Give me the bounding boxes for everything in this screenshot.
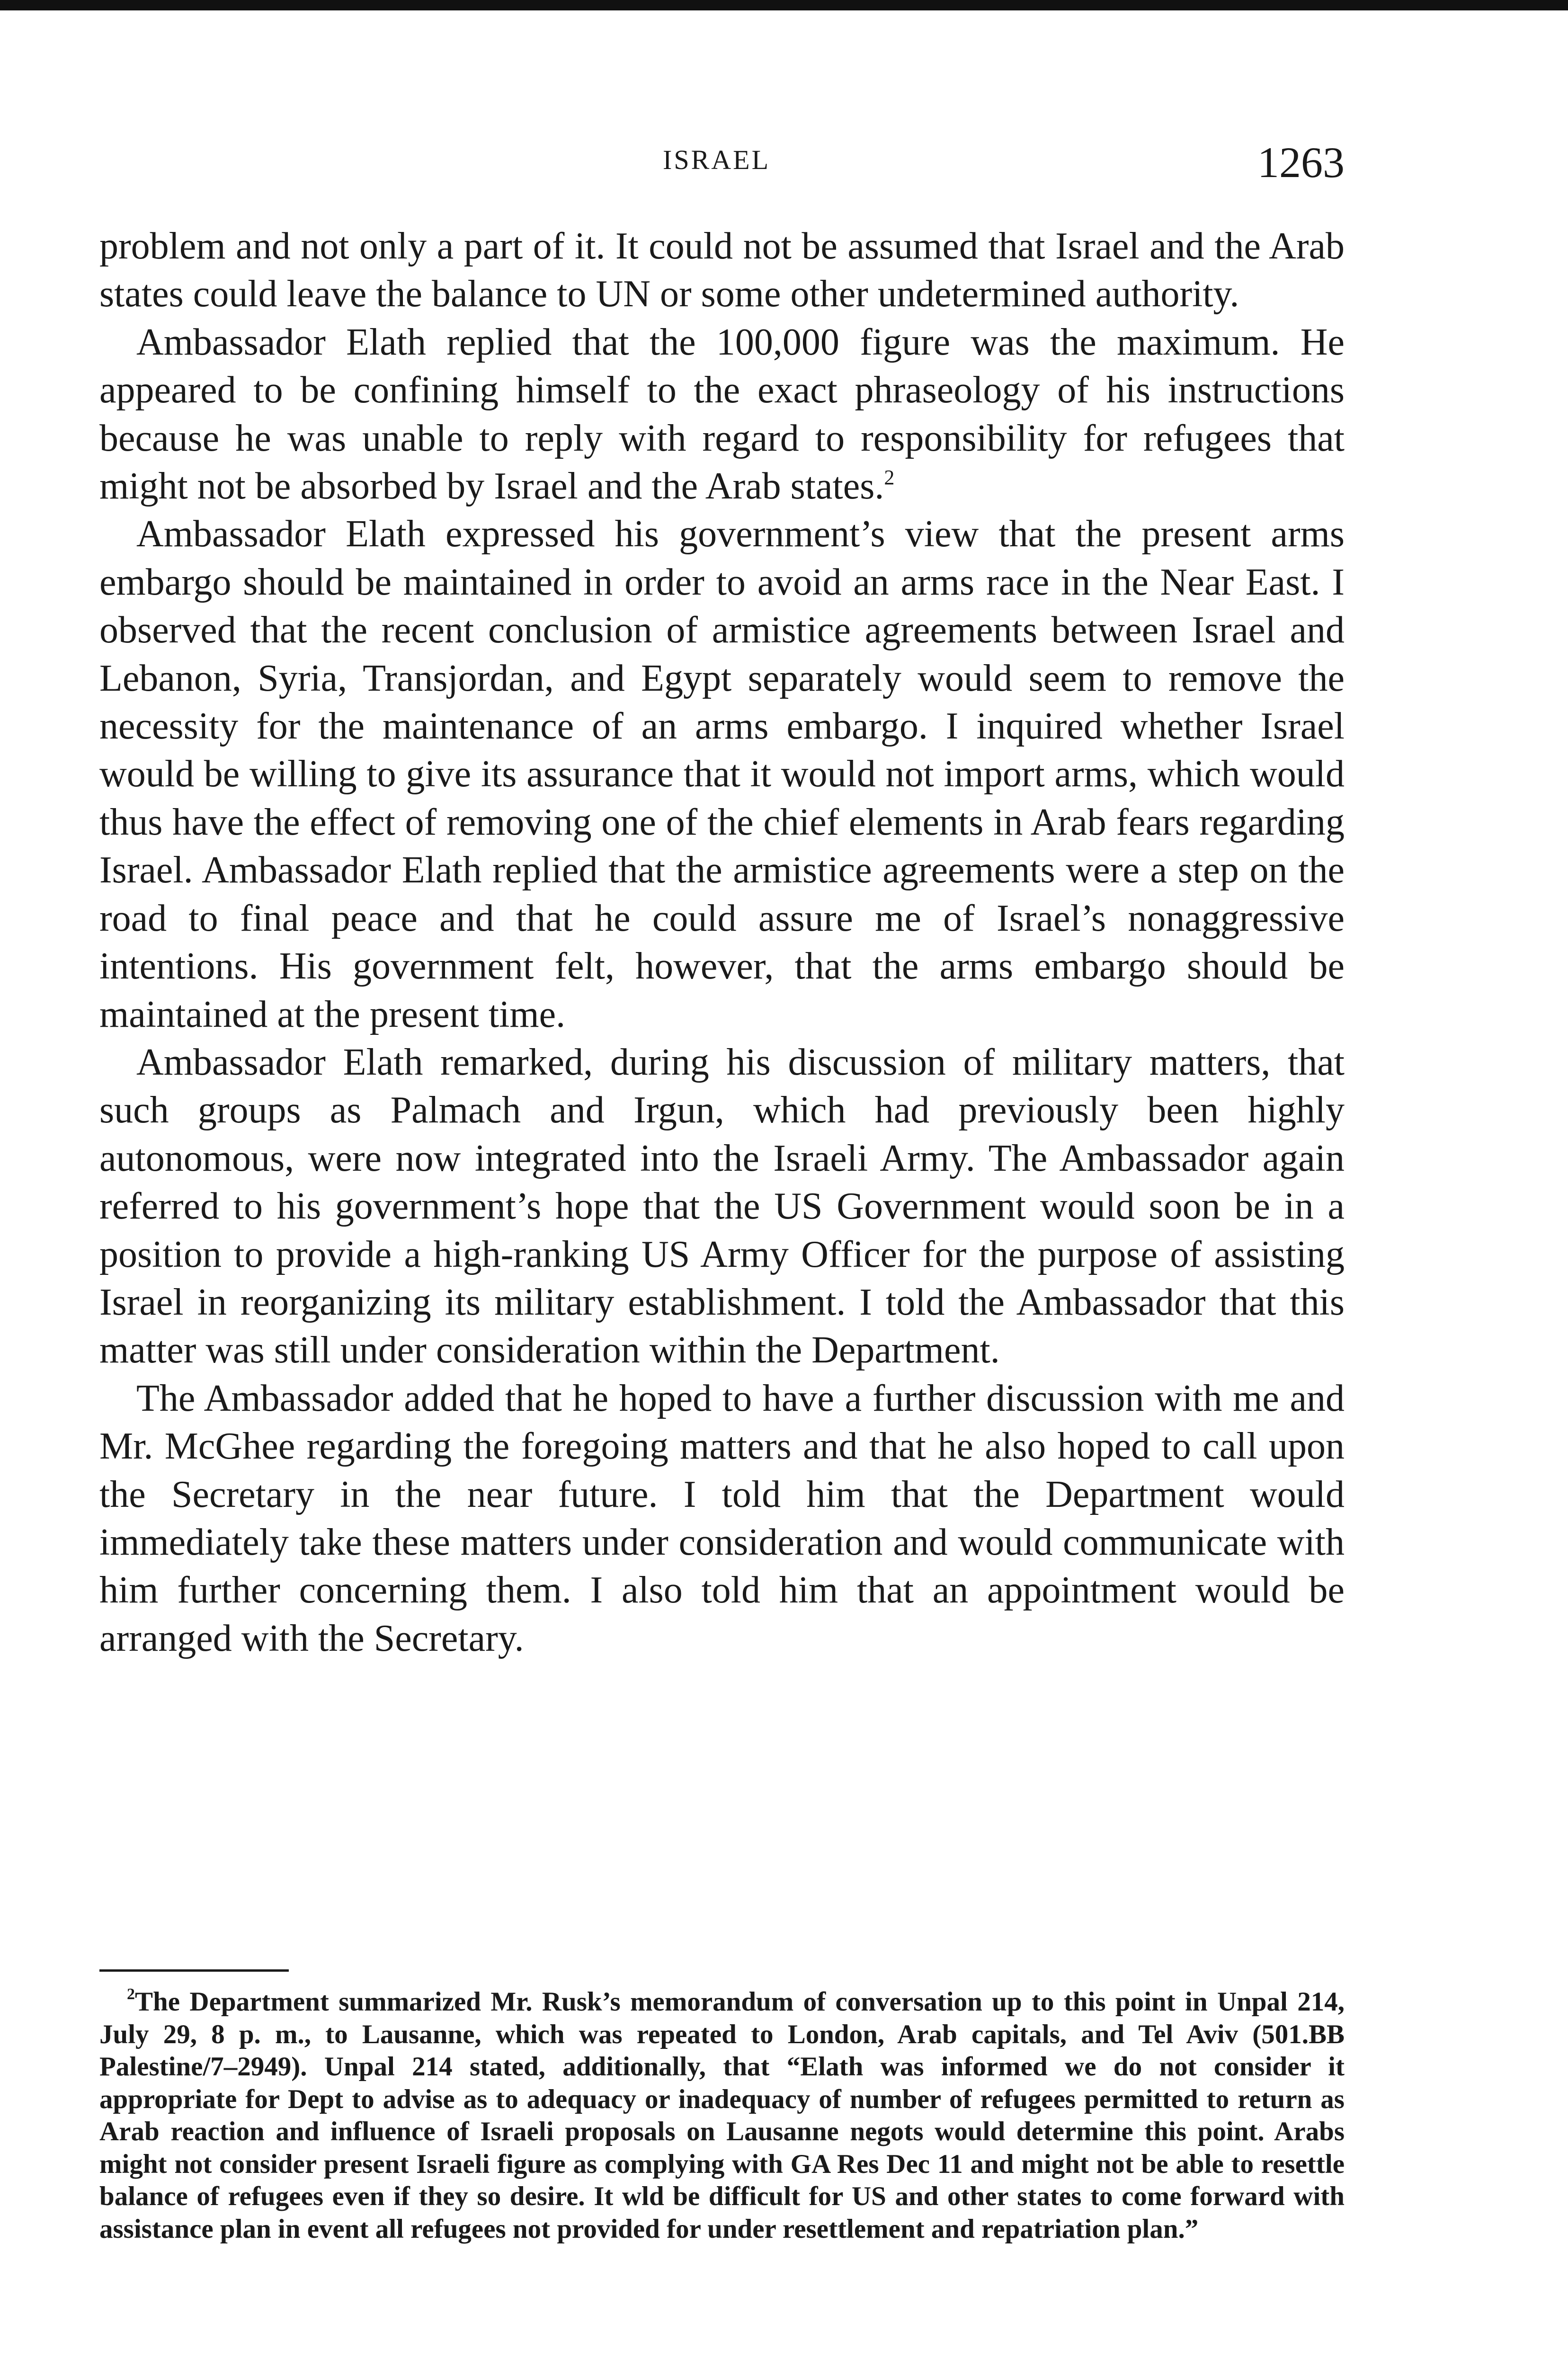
footnote-divider bbox=[99, 1969, 289, 1972]
body-text bbox=[99, 222, 1345, 1663]
footnote bbox=[99, 1986, 1345, 2245]
paragraph-closing: The Ambassador added that he hoped to have a further discussion with me and Mr. McGhee regarding the foregoing matters and that he also hoped to call upon the Secretary in the near future. I told him that the Department would immediately take these matters under consideration and would communicate with him further concerning them. I also told him that an appointment would be arranged with the Secretary. bbox=[99, 1377, 1345, 1659]
footnote-text: The Department summarized Mr. Rusk’s memorandum of conversation up to this point in Unpal 214, July 29, 8 p. m., to Lausanne, which was repeated to London, Arab capitals, and Tel Aviv (501.BB Palestine/7–2949). Unpal 214 stated, additionally, that “Elath was informed we do not consider it appropriate for Dept to advise as to adequacy or inadequacy of number of refugees permitted to return as Arab reaction and influence of Israeli proposals on Lausanne negots would determine this point. Arabs might not consider present Israeli figure as complying with GA Res Dec 11 and might not be able to resettle balance of refugees even if they so desire. It wld be difficult for US and other states to come forward with assistance plan in event all refugees not provided for under resettlement and repatriation plan.” bbox=[99, 1987, 1345, 2244]
footnote-marker: 2 bbox=[127, 1985, 135, 2003]
paragraph-military-matters: Ambassador Elath remarked, during his discussion of military matters, that such groups as Palmach and Irgun, which had previously been highly autonomous, were now integrated into the Israeli Army. The Ambassador again referred to his government’s hope that the US Government would soon be in a position to provide a high-ranking US Army Officer for the purpose of assisting Israel in reorganizing its military establishment. I told the Ambassador that this matter was still under consideration within the Department. bbox=[99, 1041, 1345, 1371]
top-border-rule bbox=[0, 0, 1568, 10]
page-number: 1263 bbox=[1257, 138, 1345, 187]
paragraph-arms-embargo: Ambassador Elath expressed his government’s view that the present arms embargo should be maintained in order to avoid an arms race in the Near East. I observed that the recent conclusion of armistice agreements between Israel and Lebanon, Syria, Transjordan, and Egypt separately would seem to remove the necessity for the maintenance of an arms embargo. I inquired whether Israel would be willing to give its assurance that it would not import arms, which would thus have the effect of removing one of the chief elements in Arab fears regarding Israel. Ambassador Elath replied that the armistice agreements were a step on the road to final peace and that he could assure me of Israel’s nonaggressive intentions. His government felt, however, that the arms embargo should be maintained at the present time. bbox=[99, 513, 1345, 1035]
footnote-reference: 2 bbox=[884, 466, 895, 489]
paragraph-elath-reply bbox=[99, 319, 1345, 511]
running-head bbox=[99, 137, 1345, 194]
paragraph-continued: problem and not only a part of it. It could not be assumed that Israel and the Arab states could leave the balance to UN or some other undetermined authority. bbox=[99, 225, 1345, 315]
running-title: ISRAEL bbox=[663, 144, 770, 175]
paragraph-elath-reply-text: Ambassador Elath replied that the 100,000 figure was the maximum. He appeared to be confining himself to the exact phraseology of his instructions because he was unable to reply with regard to responsibility for refugees that might not be absorbed by Israel and the Arab states. bbox=[99, 321, 1345, 507]
